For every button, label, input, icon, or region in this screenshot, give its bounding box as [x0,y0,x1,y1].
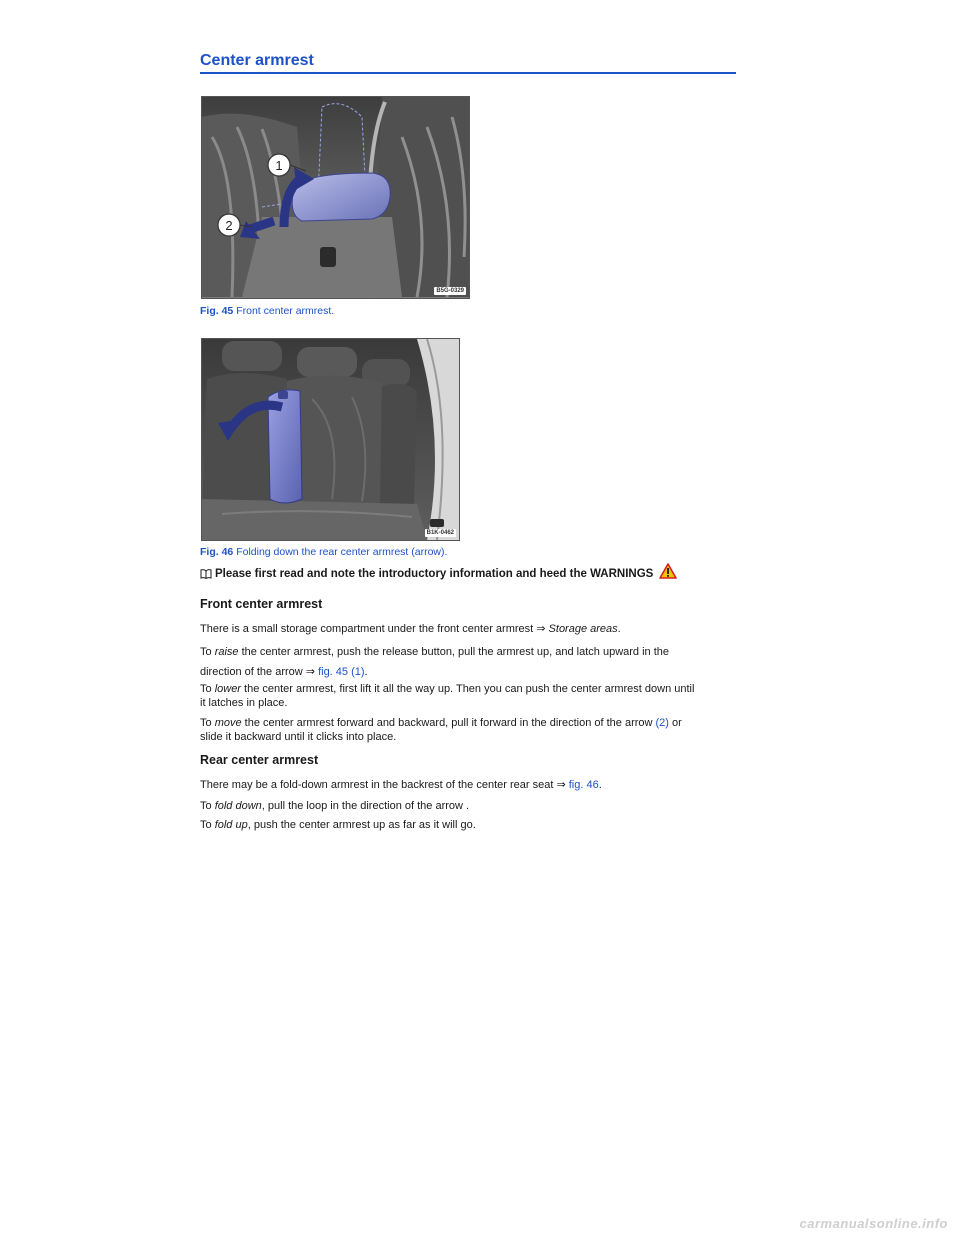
figure-45-code: B5G-0329 [436,288,464,294]
figure-46-caption-text: Folding down the rear center armrest (arrow). [236,546,448,558]
figure-46-rear-armrest [201,338,460,541]
book-icon [200,569,212,579]
rear-paragraph-3: To fold up, push the center armrest up as far as it will go. [200,819,476,831]
figure-46-code: B1K-0462 [426,530,454,536]
front-paragraph-3: To lower the center armrest, first lift it all the way up. Then you can push the center armrest down until it latches in place. [200,683,695,709]
fold-up-emphasis: fold up [214,819,248,831]
arrow-2-link[interactable]: (2) [655,717,669,729]
rear-paragraph-2: To fold down, pull the loop in the direction of the arrow . [200,800,470,812]
figure-45-caption-text: Front center armrest. [236,305,335,317]
move-emphasis: move [214,717,242,729]
intro-notice-text: Please first read and note the introductory information and heed the WARNINGS [215,568,654,580]
figure-45-label: Fig. 45 [200,305,234,317]
front-paragraph-1: There is a small storage compartment under the front center armrest ⇒ Storage areas. [200,623,621,635]
callout-2: 2 [225,218,233,233]
fig-45-1-link[interactable]: fig. 45 (1) [318,666,365,678]
figure-46-caption [200,546,447,558]
storage-areas-link[interactable]: Storage areas [548,623,618,635]
raise-emphasis: raise [214,646,239,658]
warning-triangle-icon[interactable] [659,563,677,579]
figure-46-label: Fig. 46 [200,546,234,558]
site-watermark: carmanualsonline.info [799,1216,948,1231]
section-title: Center armrest [200,52,736,74]
front-armrest-heading: Front center armrest [200,597,323,611]
front-paragraph-4: To move the center armrest forward and backward, pull it forward in the direction of the arrow (2) or slide it backward until it clicks into place. [200,717,682,743]
fold-down-emphasis: fold down [214,800,262,812]
callout-1: 1 [275,158,283,173]
fig-46-link[interactable]: fig. 46 [568,779,599,791]
intro-notice [200,568,677,580]
front-armrest-illustration [202,97,469,298]
rear-armrest-illustration [202,339,459,540]
lower-emphasis: lower [214,683,241,695]
rear-armrest-heading: Rear center armrest [200,753,319,767]
front-paragraph-2: To raise the center armrest, push the release button, pull the armrest up, and latch upward in the direction of the arrow ⇒ fig. 45 (1). [200,646,669,678]
figure-45-caption [200,305,334,317]
rear-paragraph-1: There may be a fold-down armrest in the backrest of the center rear seat ⇒ fig. 46. [200,779,602,791]
figure-45-front-armrest [201,96,470,299]
